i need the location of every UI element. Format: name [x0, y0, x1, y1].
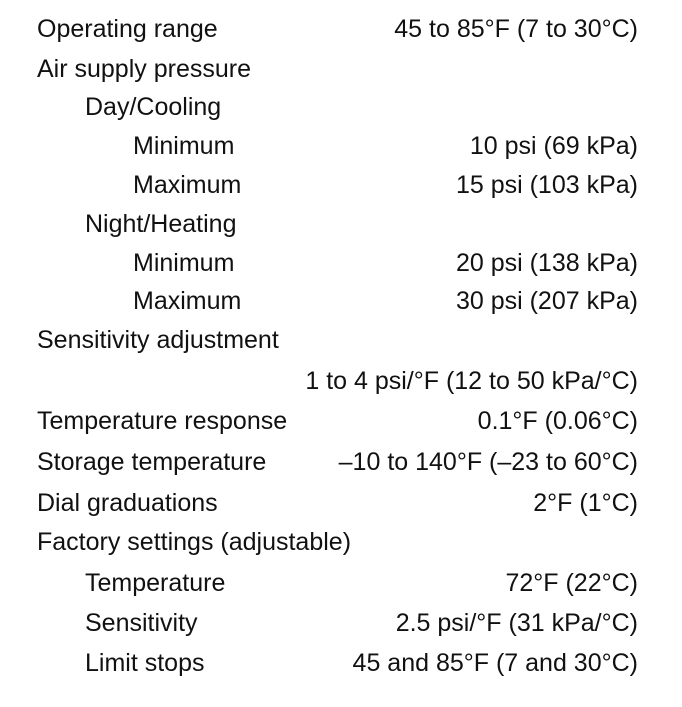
spec-value: 1 to 4 psi/°F (12 to 50 kPa/°C) — [305, 367, 638, 395]
spec-label: Limit stops — [85, 649, 205, 677]
spec-label: Factory settings (adjustable) — [37, 528, 352, 556]
spec-value: 45 and 85°F (7 and 30°C) — [352, 649, 638, 677]
spec-label: Sensitivity — [85, 609, 198, 637]
spec-label: Operating range — [37, 15, 218, 43]
spec-value: 30 psi (207 kPa) — [455, 287, 638, 315]
spec-label: Storage temperature — [37, 448, 267, 476]
spec-row-storage-temperature — [0, 445, 682, 479]
spec-row-sensitivity-adjustment-value — [0, 364, 682, 398]
spec-row-day-cooling-minimum — [0, 129, 682, 163]
spec-row-factory-settings — [0, 525, 682, 559]
spec-value: 45 to 85°F (7 to 30°C) — [394, 15, 638, 43]
spec-row-dial-graduations — [0, 486, 682, 520]
spec-label: Temperature response — [37, 407, 288, 435]
spec-label: Minimum — [133, 249, 235, 277]
spec-value: 0.1°F (0.06°C) — [477, 407, 638, 435]
spec-label: Sensitivity adjustment — [37, 326, 279, 354]
spec-row-factory-temperature — [0, 566, 682, 600]
spec-value: –10 to 140°F (–23 to 60°C) — [338, 448, 638, 476]
spec-label: Minimum — [133, 132, 235, 160]
spec-row-operating-range — [0, 12, 682, 46]
spec-row-night-heating — [0, 207, 682, 241]
spec-label: Temperature — [85, 569, 226, 597]
spec-row-night-heating-minimum — [0, 246, 682, 280]
spec-value: 72°F (22°C) — [505, 569, 638, 597]
spec-row-air-supply-pressure — [0, 52, 682, 86]
spec-label: Maximum — [133, 171, 242, 199]
spec-row-day-cooling-maximum — [0, 168, 682, 202]
spec-label: Air supply pressure — [37, 55, 251, 83]
spec-label: Dial graduations — [37, 489, 218, 517]
spec-value: 2.5 psi/°F (31 kPa/°C) — [395, 609, 638, 637]
spec-sublabel: Night/Heating — [85, 210, 237, 238]
spec-sublabel: Day/Cooling — [85, 93, 222, 121]
spec-row-factory-limit-stops — [0, 646, 682, 680]
spec-row-temperature-response — [0, 404, 682, 438]
spec-value: 20 psi (138 kPa) — [455, 249, 638, 277]
spec-value: 15 psi (103 kPa) — [455, 171, 638, 199]
spec-value: 10 psi (69 kPa) — [469, 132, 638, 160]
spec-row-factory-sensitivity — [0, 606, 682, 640]
spec-label: Maximum — [133, 287, 242, 315]
spec-value: 2°F (1°C) — [533, 489, 638, 517]
spec-row-sensitivity-adjustment-label — [0, 323, 682, 357]
spec-row-night-heating-maximum — [0, 284, 682, 318]
spec-row-day-cooling — [0, 90, 682, 124]
